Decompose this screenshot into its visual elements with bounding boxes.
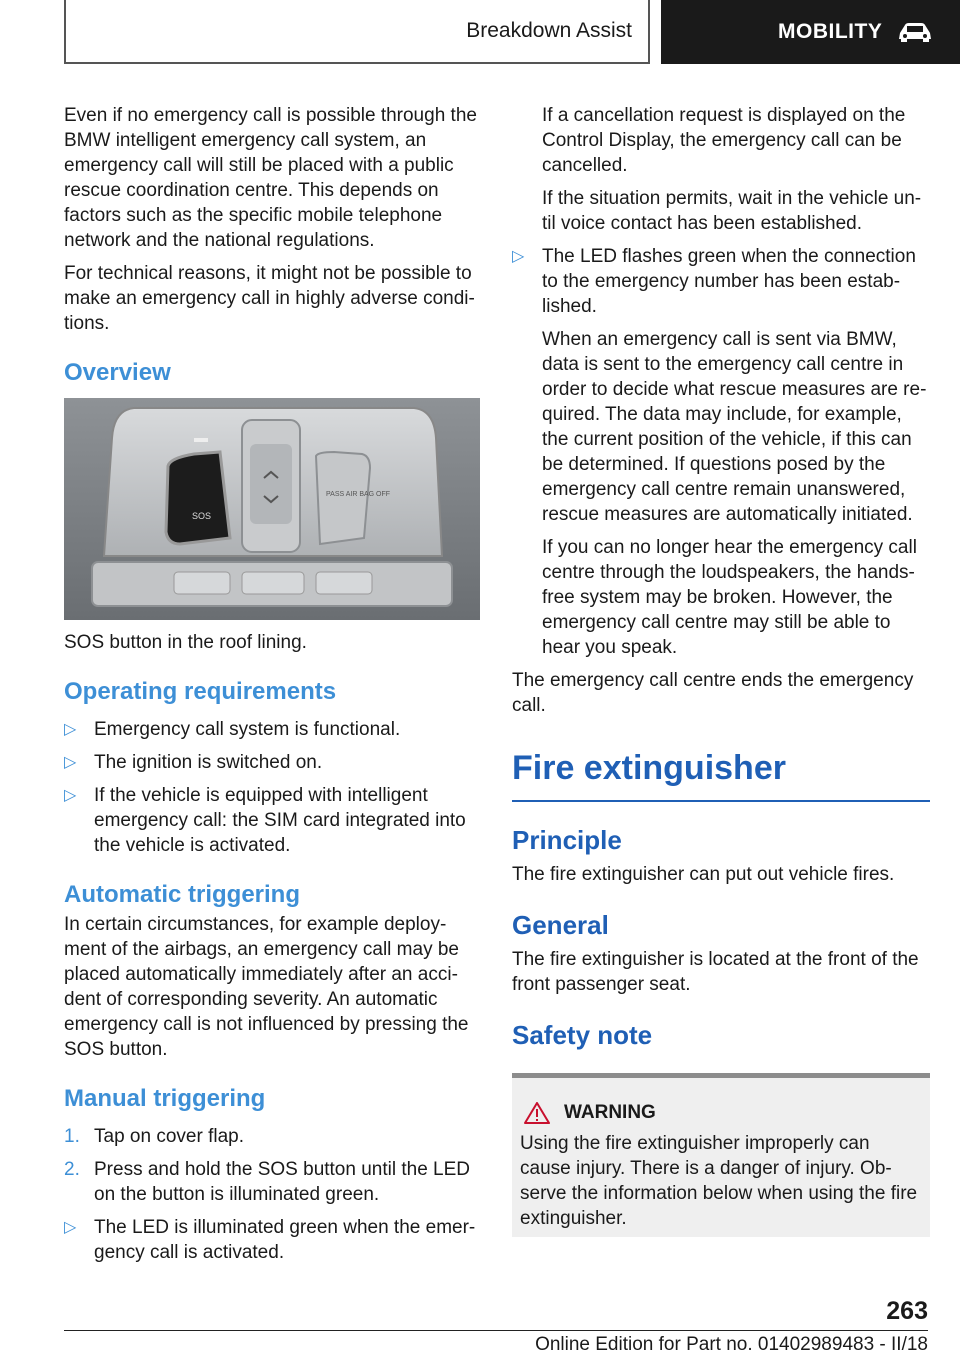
list-item xyxy=(512,244,930,319)
edition-text: Online Edition for Part no. 01402989483 - II/18 xyxy=(535,1334,928,1355)
list-item-text: The ignition is switched on. xyxy=(94,752,323,773)
list-item xyxy=(64,1157,482,1207)
principle-heading: Principle xyxy=(512,825,622,855)
list-item xyxy=(64,1215,482,1265)
warning-triangle-icon xyxy=(524,1102,550,1124)
step-text: Tap on cover flap. xyxy=(94,1126,244,1147)
list-item xyxy=(64,717,482,742)
loudspeaker-paragraph: If you can no longer hear the emergency call centre through the loudspeakers, the hands-free system may be broken. However, the emergency call centre may still be able to hear you speak. xyxy=(542,537,917,658)
safety-note-heading: Safety note xyxy=(512,1020,653,1050)
principle-text: The fire extinguisher can put out vehicle fires. xyxy=(512,864,895,885)
chapter-tab xyxy=(661,0,960,64)
overview-heading: Overview xyxy=(64,359,171,386)
manual-bullet-list xyxy=(64,1215,482,1265)
data-sent-paragraph: When an emergency call is sent via BMW, data is sent to the emergency call centre in order to decide what rescue measures are re‐quired. The data may include, for example, the current position of the vehicle, if this can be determined. If questions posed by the emergency call centre remain unanswered, rescue measures are automatically initiated. xyxy=(542,329,927,525)
led-list xyxy=(512,244,930,319)
cancel-paragraph: If a cancellation request is displayed on the Control Display, the emergency call can be cancelled. xyxy=(542,105,906,176)
car-icon xyxy=(896,21,934,43)
step-text: Press and hold the SOS button until the LED on the button is illuminated green. xyxy=(94,1159,471,1205)
list-item-text: Emergency call system is functional. xyxy=(94,719,401,740)
pass-airbag-label: PASS AIR BAG OFF xyxy=(326,491,391,498)
automatic-triggering-text: In certain circumstances, for example deploy‐ment of the airbags, an emergency call may be placed automatically immediately after an acci‐dent of corresponding severity. An automatic emergency call is not influenced by pressing the SOS button. xyxy=(64,914,469,1060)
section-title: Breakdown Assist xyxy=(466,19,632,42)
list-item xyxy=(64,783,482,858)
header-underline xyxy=(64,62,650,64)
triangle-bullet-icon: ▷ xyxy=(64,721,77,738)
list-item-text: The LED is illuminated green when the emer‐gency call is activated. xyxy=(94,1217,476,1263)
list-item-text: The LED flashes green when the connection to the emergency number has been estab‐lished. xyxy=(542,246,916,317)
roof-lining-photo xyxy=(64,398,480,620)
warning-title-row xyxy=(520,1100,922,1125)
operating-requirements-heading: Operating requirements xyxy=(64,678,337,705)
list-item xyxy=(64,1124,482,1149)
list-item xyxy=(64,750,482,775)
ends-call-paragraph: The emergency call centre ends the emergency call. xyxy=(512,670,914,716)
manual-steps-list xyxy=(64,1124,482,1207)
left-column xyxy=(64,103,482,1273)
warning-text: Using the fire extinguisher improperly can cause injury. There is a danger of injury. Ob‐serve the information below when using the fire extinguisher. xyxy=(520,1133,918,1229)
intro-paragraph-2: For technical reasons, it might not be possible to make an emergency call in highly adverse condi‐tions. xyxy=(64,263,475,334)
right-column xyxy=(512,103,930,1237)
intro-paragraph-1: Even if no emergency call is possible through the BMW intelligent emergency call system, an emergency call will still be placed with a public rescue coordination centre. This depends on factors such as the specific mobile telephone network and the national regulations. xyxy=(64,105,477,251)
warning-box xyxy=(512,1073,930,1237)
footer-divider xyxy=(64,1330,928,1331)
header-divider-right xyxy=(648,0,650,64)
triangle-bullet-icon: ▷ xyxy=(64,1219,77,1236)
step-number: 1. xyxy=(64,1126,80,1147)
general-text: The fire extinguisher is located at the front of the front passenger seat. xyxy=(512,949,919,995)
page-number: 263 xyxy=(886,1297,928,1325)
triangle-bullet-icon: ▷ xyxy=(512,248,525,265)
step-number: 2. xyxy=(64,1159,80,1180)
automatic-triggering-heading: Automatic triggering xyxy=(64,881,301,908)
photo-caption: SOS button in the roof lining. xyxy=(64,632,307,653)
sos-label: SOS xyxy=(192,511,212,521)
operating-requirements-list xyxy=(64,717,482,858)
triangle-bullet-icon: ▷ xyxy=(64,754,77,771)
list-item-text: If the vehicle is equipped with intelligent emergency call: the SIM card integrated into the vehicle is activated. xyxy=(94,785,466,856)
manual-triggering-heading: Manual triggering xyxy=(64,1085,266,1112)
fire-extinguisher-heading: Fire extinguisher xyxy=(512,746,930,802)
warning-title: WARNING xyxy=(564,1102,656,1123)
triangle-bullet-icon: ▷ xyxy=(64,787,77,804)
general-heading: General xyxy=(512,910,609,940)
chapter-title: MOBILITY xyxy=(778,20,883,43)
wait-paragraph: If the situation permits, wait in the vehicle un‐til voice contact has been established. xyxy=(542,188,922,234)
